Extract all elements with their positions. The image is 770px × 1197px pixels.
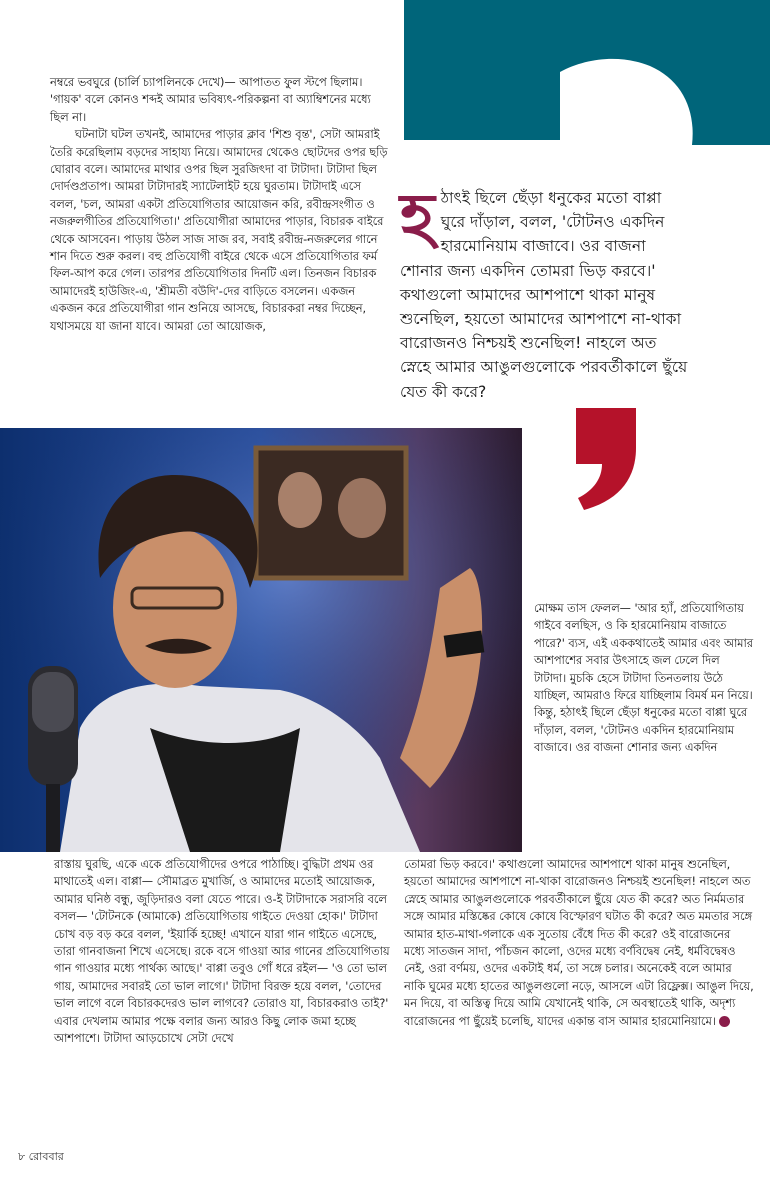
singer-photo <box>0 428 522 852</box>
pull-quote-dropcap: হ <box>400 178 435 256</box>
article-column-right <box>534 600 754 757</box>
microphone-grille <box>32 672 74 732</box>
article-column-bottom-left <box>54 856 390 1047</box>
pull-quote-line: কথাগুলো আমাদের আশপাশে থাকা মানুষ <box>400 285 656 304</box>
red-comma-path <box>576 408 636 510</box>
pull-quote-line: স্নেহে আমার আঙুলগুলোকে পরবর্তীকালে ছুঁয়ে <box>400 358 688 377</box>
pull-quote <box>400 178 760 404</box>
paragraph-text: তোমরা ভিড় করবে।' কথাগুলো আমাদের আশপাশে থাকা মানুষ শুনেছিল, হয়তো আমাদের আশপাশে না-থাকা বারোজনও নিশ্চয়ই শুনেছিল! নাহলে অত স্নেহে আমার আঙুলগুলোকে পরবর্তীকালে ছুঁয়ে যেত কী করে? অত নির্মমতার সঙ্গে আমার মস্তিষ্কের কোষে কোষে বিস্ফোরণ ঘটাত কী করে? অত মমতার সঙ্গে আমার হাত-মাথা-গলাকে এক সুতোয় বেঁধে দিত কী করে? ওই বারোজনের মধ্যে সাতজন সাদা, পাঁচজন কালো, ওদের মধ্যে বর্ণবিদ্বেষ নেই, ধর্মবিদ্বেষও নেই, ওরা বর্ণময়, ওদের একটাই ধর্ম, তা সঙ্গে চলার। অনেকেই বলে আমার নাকি ঘুমের মধ্যে হাতের আঙুলগুলো নড়ে, আসলে এটা রিফ্লেক্স। আঙুল দিয়ে, মন দিয়ে, বা অস্তিত্ব দিয়ে আমি যেখানেই থাকি, সে অবস্থাতেই থাকি, অদৃশ্য বারোজনের পা ছুঁয়েই চলেছি, যাদের একান্ত বাস আমার হারমোনিয়ামে। <box>404 858 754 1028</box>
page-footer <box>18 1148 64 1167</box>
paragraph: নম্বরে ভবঘুরে (চার্লি চ্যাপলিনকে দেখে)— আপাতত ফুল স্টপে ছিলাম। 'গায়ক' বলে কোনও শব্দই আমার ভবিষ্যৎ-পরিকল্পনা বা অ্যাম্বিশনের মধ্যে ছিল না। <box>50 76 371 124</box>
portrait-face-right <box>338 478 386 538</box>
portrait-face-left <box>278 472 322 528</box>
pull-quote-line: শুনেছিল, হয়তো আমাদের আশপাশে না-থাকা <box>400 310 682 329</box>
pull-quote-line: যেত কী করে? <box>400 382 487 401</box>
article-column-bottom-right <box>404 856 754 1030</box>
pull-quote-line: হারমোনিয়াম বাজাবে। ওর বাজনা <box>440 237 646 256</box>
paragraph <box>404 856 754 1030</box>
microphone-stand <box>46 784 60 852</box>
maroon-dot-icon <box>719 1016 730 1027</box>
paragraph: ঘটনাটা ঘটল তখনই, আমাদের পাড়ার ক্লাব 'শিশু বৃন্ত', সেটা আমরাই তৈরি করেছিলাম বড়দের সাহায্য নিয়ে। আমাদের থেকেও ছোটদের ওপর ছড়ি ঘোরাব বলে। আমাদের মাথার ওপর ছিল সুরজিৎদা বা টাটাদা। টাটাদা ছিল দোর্দণ্ডপ্রতাপ। আমরা টাটাদারই স্যাটেলাইট হয়ে ঘুরতাম। টাটাদাই এসে বলল, 'চল, আমরা একটা প্রতিযোগিতার আয়োজন করি, রবীন্দ্রসংগীত ও নজরুলগীতির প্রতিযোগিতা।' প্রতিযোগীরা আমাদের পাড়ার, বিচারক বাইরে থেকে আসবেন। পাড়ায় উঠল সাজ সাজ রব, সবাই রবীন্দ্র-নজরুলের গানে শান দিতে শুরু করল। বহু প্রতিযোগী বাইরে থেকে এসে প্রতিযোগিতার ফর্ম ফিল-আপ করে গেল। তারপর প্রতিযোগিতার দিনটি এল। তিনজন বিচারক আমাদেরই হাউজিং-এ, 'শ্রীমতী বউদি'-দের বাড়িতে বসলেন। একজন একজন করে প্রতিযোগীরা গান শুনিয়ে আসছে, বিচারকরা নম্বর দিচ্ছেন, যথাসময়ে যা জানা যাবে। আমরা তো আয়োজক, <box>50 128 388 333</box>
red-comma-icon <box>570 408 640 510</box>
pull-quote-line: শোনার জন্য একদিন তোমরা ভিড় করবে।' <box>400 261 656 280</box>
pull-quote-line: ঠাৎই ছিলে ছেঁড়া ধনুকের মতো বাপ্পা <box>440 189 662 207</box>
pull-quote-line: ঘুরে দাঁড়াল, বলল, 'টোটনও একদিন <box>440 213 665 232</box>
pull-quote-line: বারোজনও নিশ্চয়ই শুনেছিল! নাহলে অত <box>400 334 657 353</box>
teal-quote-shape-icon <box>400 0 770 152</box>
page-number-label: ৮ রোববার <box>18 1150 64 1163</box>
paragraph: মোক্ষম তাস ফেলল— 'আর হ্যাঁ, প্রতিযোগিতায় গাইবে বলছিস, ও কি হারমোনিয়াম বাজাতে পারে?' ব্যস, এই এককথাতেই আমার এবং আমার আশপাশের সবার উৎসাহে জল ঢেলে দিল টাটাদা। মুচকি হেসে টাটাদা তিনতলায় উঠে যাচ্ছিল, আমরাও ফিরে যাচ্ছিলাম বিমর্ষ মন নিয়ে। কিন্তু, হঠাৎই ছিলে ছেঁড়া ধনুকের মতো বাপ্পা ঘুরে দাঁড়াল, বলল, 'টোটনও একদিন হারমোনিয়াম বাজাবে। ওর বাজনা শোনার জন্য একদিন <box>534 602 753 755</box>
teal-shape-path <box>404 0 770 145</box>
article-column-top-left <box>50 74 388 335</box>
paragraph: রাস্তায় ঘুরছি, একে একে প্রতিযোগীদের ওপরে পাঠাচ্ছি। বুদ্ধিটা প্রথম ওর মাথাতেই এল। বাপ্পা— সৌমাব্রত মুখার্জি, ও আমাদের মতোই আয়োজক, আমার ঘনিষ্ঠ বন্ধু, জুড়িদারও বলা যেতে পারে। ও-ই টাটাদাকে সরাসরি বলে বসল— 'টোটনকে (আমাকে) প্রতিযোগিতায় গাইতে দেওয়া হোক।' টাটাদা চোখ বড় বড় করে বলল, 'ইয়ার্কি হচ্ছে! এখানে যারা গান গাইতে এসেছে, তারা গানবাজনা শিখে এসেছে। রকে বসে গাওয়া আর গানের প্রতিযোগিতায় গান গাওয়ার মধ্যে পার্থক্য আছে।' বাপ্পা তবুও গোঁ ধরে রইল— 'ও তো ভাল গায়, আমাদের সবারই তো ভাল লাগে।' টাটাদা বিরক্ত হয়ে বলল, 'তোদের ভাল লাগে বলে বিচারকদেরও ভাল লাগবে? তোরাও যা, বিচারকরাও তাই?' এবার দেখলাম আমার পক্ষে বলার জন্য আরও কিছু লোক জমা হচ্ছে আশপাশে। টাটাদা আড়চোখে সেটা দেখে <box>54 858 390 1046</box>
